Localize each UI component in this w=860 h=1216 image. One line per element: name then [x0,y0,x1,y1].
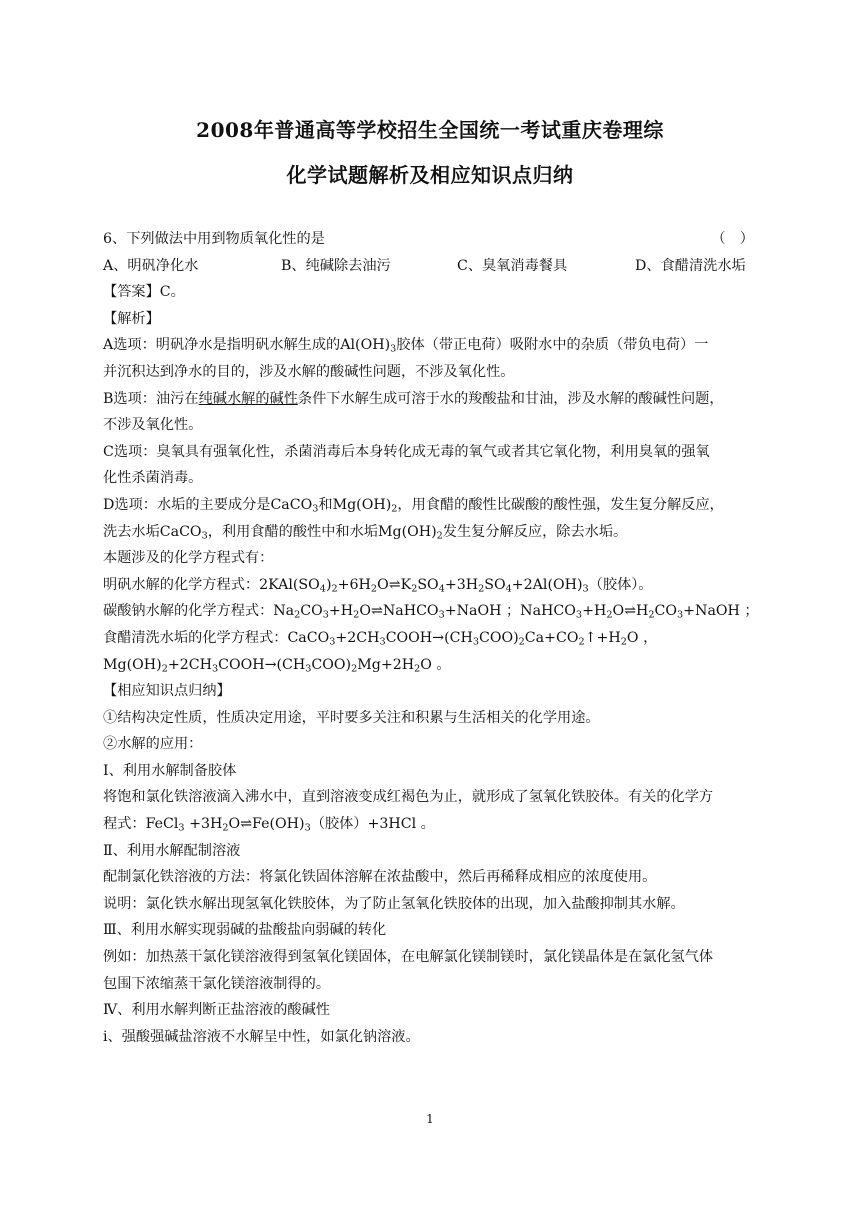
equation-soda-hydrolysis: 碳酸钠水解的化学方程式：$Na_2CO_3+H_2O\rightleftharpoons NaHCO_3+NaOH$ ；$NaHCO_3+H_2O\rightleftharpoons H_2CO_3+NaOH$ ； [103,603,759,622]
option-d: D、食醋清洗水垢 [635,257,746,274]
option-a: A、明矾净化水 [103,257,199,274]
answer-parentheses: （ ） [711,231,754,247]
knowledge-heading: 【相应知识点归纳】 [103,683,231,700]
section-3-heading: Ⅲ、利用水解实现弱碱的盐酸盐向弱碱的转化 [103,922,387,939]
option-c-analysis-line-1: C选项：臭氧具有强氧化性，杀菌消毒后本身转化成无毒的氧气或者其它氧化物，利用臭氧的强氧 [103,443,710,460]
option-a-analysis-line-1: A选项：明矾净水是指明矾水解生成的$Al(OH)_3$胶体（带正电荷）吸附水中的杂质（带负电荷）一 [103,337,709,356]
underlined-phrase: 纯碱水解的碱性 [198,390,298,407]
section-2-heading: Ⅱ、利用水解配制溶液 [103,842,241,859]
title-line-2: 化学试题解析及相应知识点归纳 [286,163,574,187]
section-3-line-2: 包围下浓缩蒸干氯化镁溶液制得的。 [103,975,331,992]
document-body [103,226,758,1050]
option-b-analysis-line-2: 不涉及氧化性。 [103,417,203,434]
section-1-heading: Ⅰ、利用水解制备胶体 [103,762,237,779]
equation-alum-hydrolysis: 明矾水解的化学方程式：$2KAl(SO_4)_2+6H_2O\rightleftharpoons K_2SO_4+3H_2SO_4+2Al(OH)_3$（胶体）。 [103,576,653,595]
answer-line: 【答案】C。 [103,284,185,301]
section-4-heading: Ⅳ、利用水解判断正盐溶液的酸碱性 [103,1002,330,1019]
knowledge-point-1: ①结构决定性质，性质决定用途，平时要多关注和积累与生活相关的化学用途。 [103,709,600,726]
option-c-analysis-line-2: 化性杀菌消毒。 [103,470,203,487]
analysis-heading: 【解析】 [103,310,160,327]
equation-vinegar-mgoh2: $Mg(OH)_2+2CH_3COOH\to(CH_3COO)_2Mg+2H_2O$ 。 [103,656,451,675]
section-3-line-1: 例如：加热蒸干氯化镁溶液得到氢氧化镁固体，在电解氯化镁制镁时，氯化镁晶体是在氯化氢气体 [103,949,714,966]
title-line-1: 2008年普通高等学校招生全国统一考试重庆卷理综 [196,118,664,142]
equation-vinegar-caco3: 食醋清洗水垢的化学方程式：$CaCO_3+2CH_3COOH\to(CH_3COO)_2Ca+CO_2↑+H_2O$ ， [103,629,658,648]
option-b: B、纯碱除去油污 [281,257,391,274]
question-line [103,226,758,253]
equations-intro: 本题涉及的化学方程式有： [103,550,274,567]
knowledge-point-2: ②水解的应用： [103,736,203,753]
section-1-line-1: 将饱和氯化铁溶液滴入沸水中，直到溶液变成红褐色为止，就形成了氢氧化铁胶体。有关的化学方 [103,789,714,806]
section-1-equation: 程式：FeCl$_3$ $+3H_2O\rightleftharpoons Fe(OH)_3$（胶体）+3HCl 。 [103,816,435,834]
section-4-line-1: ⅰ、强酸强碱盐溶液不水解呈中性，如氯化钠溶液。 [103,1028,420,1045]
page-number: 1 [426,1112,434,1126]
option-a-analysis-line-2: 并沉积达到净水的目的，涉及水解的酸碱性问题，不涉及氧化性。 [103,363,515,380]
question-text: 6、下列做法中用到物质氧化性的是 [103,231,325,247]
option-d-analysis-line-1: D选项：水垢的主要成分是CaCO$_3$和$Mg(OH)_2$，用食醋的酸性比碳酸的酸性强，发生复分解反应， [103,496,724,515]
option-b-analysis-line-1: B选项：油污在纯碱水解的碱性条件下水解生成可溶于水的羧酸盐和甘油，涉及水解的酸碱性问题， [103,390,724,407]
question-options [103,253,758,280]
section-2-line-2: 说明：氯化铁水解出现氢氧化铁胶体，为了防止氢氧化铁胶体的出现，加入盐酸抑制其水解。 [103,895,685,912]
option-c: C、臭氧消毒餐具 [457,257,568,274]
section-2-line-1: 配制氯化铁溶液的方法：将氯化铁固体溶解在浓盐酸中，然后再稀释成相应的浓度使用。 [103,869,657,886]
option-d-analysis-line-2: 洗去水垢CaCO$_3$，利用食醋的酸性中和水垢$Mg(OH)_2$发生复分解反应，除去水垢。 [103,523,628,542]
